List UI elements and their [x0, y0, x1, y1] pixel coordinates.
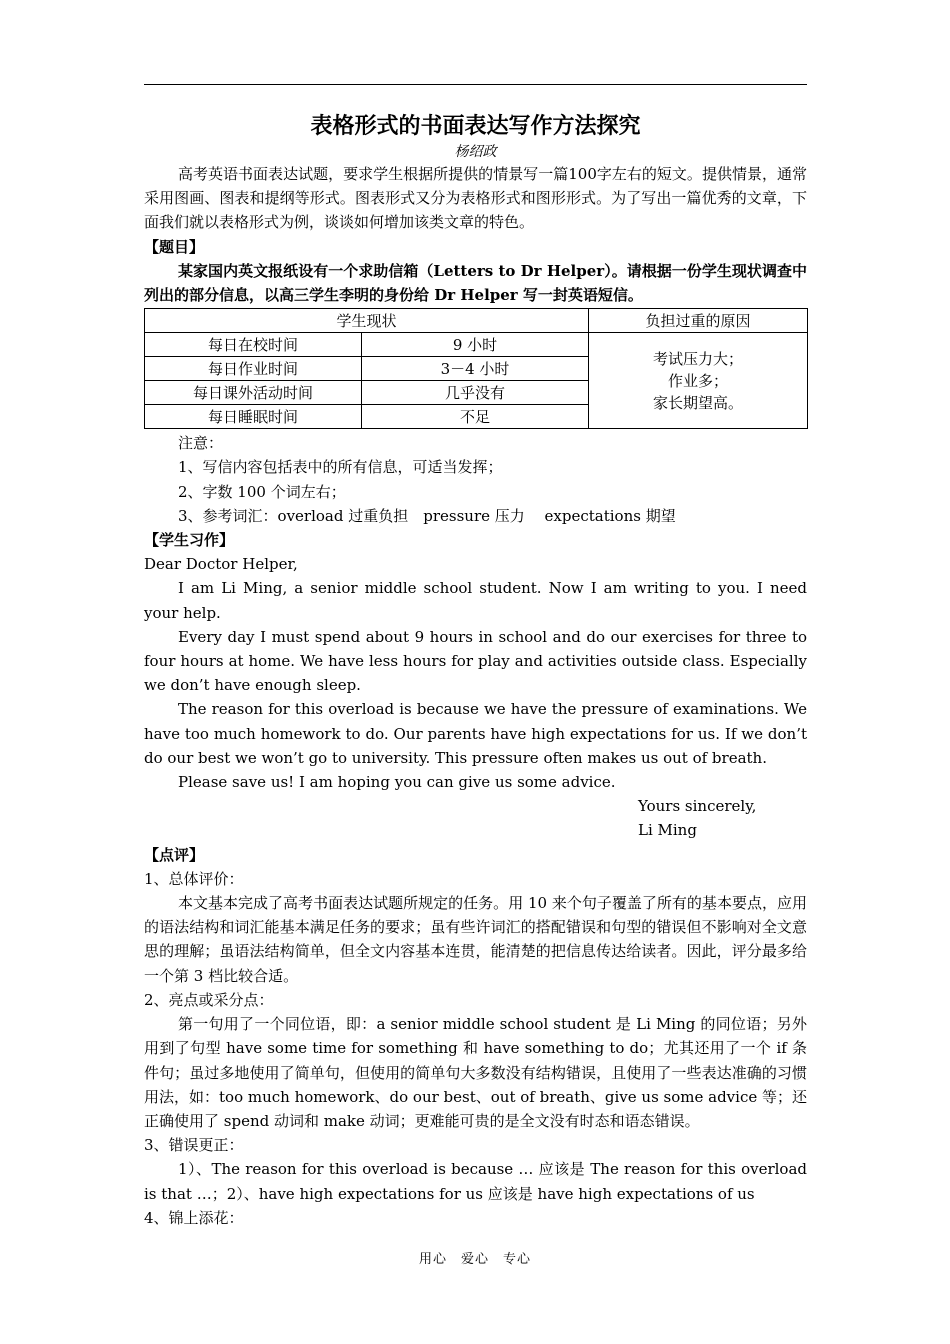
note-item: 1、写信内容包括表中的所有信息，可适当发挥； — [178, 458, 503, 477]
letter-salutation: Dear Doctor Helper, — [144, 555, 298, 574]
letter-closing: Yours sincerely, — [638, 797, 757, 816]
task-paragraph: 某家国内英文报纸设有一个求助信箱（Letters to Dr Helper）。请根据一份学生现状调查中列出的部分信息，以高三学生李明的身份给 Dr Helper 写一封英语短信。 — [144, 261, 807, 305]
table-cell-value: 9 小时 — [362, 333, 589, 357]
table-header-row — [145, 309, 808, 333]
table-cell-item: 每日课外活动时间 — [145, 381, 362, 405]
comment-heading: 3、错误更正： — [144, 1136, 244, 1155]
intro-paragraph: 高考英语书面表达试题，要求学生根据所提供的情景写一篇100字左右的短文。提供情景，通常采用图画、图表和提纲等形式。图表形式又分为表格形式和图形形式。为了写出一篇优秀的文章，下面我们就以表格形式为例，谈谈如何增加该类文章的特色。 — [144, 165, 807, 232]
note-item: 3、参考词汇：overload 过重负担 pressure 压力 expectations 期望 — [178, 506, 676, 525]
header-rule — [144, 84, 807, 85]
table-row — [145, 333, 808, 357]
comment-heading: 2、亮点或采分点： — [144, 990, 274, 1009]
table-cell-reasons — [589, 333, 808, 429]
letter-paragraph: I am Li Ming, a senior middle school student. Now I am writing to you. I need your help. — [144, 579, 807, 622]
document-body — [144, 162, 807, 1230]
document-title: 表格形式的书面表达写作方法探究 — [310, 114, 641, 139]
note-item: 2、字数 100 个词左右； — [178, 482, 346, 501]
table-cell-value: 不足 — [362, 405, 589, 429]
reason-item: 作业多； — [667, 371, 728, 390]
comment-text: 第一句用了一个同位语，即：a senior middle school student 是 Li Ming 的同位语；另外用到了句型 have some time for something 和 have something to do；尤其还用了一个 if 条件句；虽过多地使用了简单句，但使用的简单句大多数没有结构错误，且使用了一些表达准确的习惯用法，如：too much homework、do our best、out of breath、give us some advice 等；还正确使用了 spend 动词和 make 动词；更难能可贵的是全文没有时态和语态错误。 — [144, 1015, 807, 1130]
notes-label: 注意： — [178, 434, 224, 453]
table-header-reason: 负担过重的原因 — [589, 309, 808, 333]
comment-text: 1）、The reason for this overload is because … 应该是 The reason for this overload is that …；2）、have high expectations for us 应该是 have high expectations of us — [144, 1160, 807, 1203]
letter-paragraph: Every day I must spend about 9 hours in school and do our exercises for three to four hours at home. We have less hours for play and activities outside class. Especially we don’t have enough sleep. — [144, 627, 807, 695]
page-footer: 用心 爱心 专心 — [418, 1252, 531, 1267]
table-cell-item: 每日作业时间 — [145, 357, 362, 381]
table-cell-item: 每日在校时间 — [145, 333, 362, 357]
reason-item: 考试压力大； — [652, 349, 743, 368]
reason-item: 家长期望高。 — [652, 393, 743, 412]
letter-paragraph: The reason for this overload is because we have the pressure of examinations. We have too much homework to do. Our parents have high expectations for us. If we don’t do our best we won’t go to university. This pressure often makes us out of breath. — [144, 700, 807, 767]
section-heading-comment: 【点评】 — [144, 845, 205, 864]
survey-table — [144, 308, 808, 429]
comment-heading: 4、锦上添花： — [144, 1208, 244, 1227]
author-name: 杨绍政 — [454, 144, 497, 160]
comment-text: 本文基本完成了高考书面表达试题所规定的任务。用 10 来个句子覆盖了所有的基本要点，应用的语法结构和词汇能基本满足任务的要求；虽有些许词汇的搭配错误和句型的错误但不影响对全文意思的理解；虽语法结构简单，但全文内容基本连贯，能清楚的把信息传达给读者。因此，评分最多给一个第 3 档比较合适。 — [144, 894, 807, 985]
table-cell-item: 每日睡眠时间 — [145, 405, 362, 429]
letter-signature: Li Ming — [638, 821, 697, 840]
table-cell-value: 3－4 小时 — [362, 357, 589, 381]
letter-paragraph: Please save us! I am hoping you can give us some advice. — [178, 773, 616, 792]
section-heading-student: 【学生习作】 — [144, 531, 235, 550]
section-heading-topic: 【题目】 — [144, 237, 205, 256]
comment-heading: 1、总体评价： — [144, 869, 244, 888]
table-header-status: 学生现状 — [145, 309, 589, 333]
table-cell-value: 几乎没有 — [362, 381, 589, 405]
